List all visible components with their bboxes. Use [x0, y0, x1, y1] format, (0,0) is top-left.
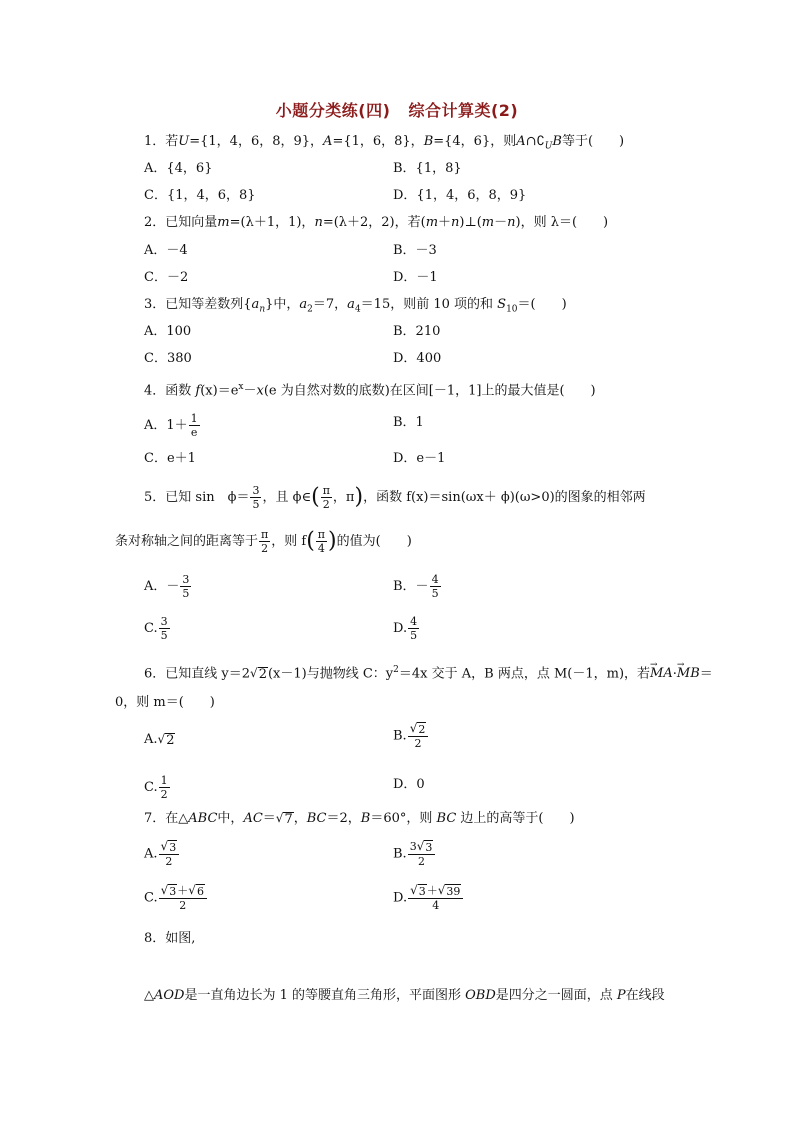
- question-2-option-a[interactable]: A．－4: [144, 243, 188, 258]
- question-3-stem: 3．已知等差数列$\{a_n\}$中，$a_2=7$，$a_4=15$，则前 10 项的和 $S_{10}=$( ): [144, 297, 567, 315]
- question-5-stem-line-1: 5．已知 sin ϕ＝ $\frac{3}{5}$ ，且 ϕ∈( $\frac{\pi}{2}$ ，π)，函数 f(x)＝sin(ωx＋ ϕ)(ω>0)的图象的相邻两: [144, 484, 646, 511]
- question-3-option-a[interactable]: A．100: [144, 324, 192, 339]
- question-8-stem: 8．如图,: [144, 931, 196, 946]
- question-5-option-d[interactable]: D. $\frac{4}{5}$: [393, 615, 418, 642]
- question-3-option-d[interactable]: D．400: [393, 351, 442, 366]
- question-2-stem: 2．已知向量m=(λ＋1，1)，n=(λ＋2，2)，若(m＋n)⊥(m－n)，则 λ＝( ): [144, 215, 609, 230]
- question-6-option-b[interactable]: B. √ 2 2: [393, 722, 429, 750]
- question-3-option-c[interactable]: C．380: [144, 351, 192, 366]
- title-left: 小题分类练(四): [275, 101, 391, 120]
- question-7-option-d[interactable]: D. √ 3 ＋ √ 39 4: [393, 884, 464, 912]
- question-2-option-b[interactable]: B．－3: [393, 243, 437, 258]
- question-6-stem-line-2: 0，则 m＝( ): [115, 695, 215, 710]
- page-title: [0, 98, 794, 121]
- question-1-option-a[interactable]: A．{4，6}: [144, 161, 213, 176]
- question-1-option-b[interactable]: B．{1，8}: [393, 161, 462, 176]
- question-1-option-d[interactable]: D．{1，4，6，8，9}: [393, 188, 527, 203]
- question-8-body: △AOD是一直角边长为 1 的等腰直角三角形，平面图形 OBD是四分之一圆面，点 P在线段: [144, 988, 665, 1003]
- question-4-option-c[interactable]: C．e＋1: [144, 451, 196, 466]
- question-7-option-c[interactable]: C. √ 3 ＋ √ 6 2: [144, 884, 208, 912]
- question-2-option-d[interactable]: D．－1: [393, 270, 438, 285]
- question-7-stem: 7．在△ABC中，AC＝ √ 7 ，BC＝2，B＝60°，则 BC 边上的高等于( ): [144, 811, 575, 827]
- question-5-option-c[interactable]: C. $\frac{3}{5}$: [144, 615, 168, 642]
- question-4-option-d[interactable]: D．e－1: [393, 451, 446, 466]
- question-6-stem-line-1: 6．已知直线 y＝2 √ 2 (x－1)与抛物线 C：$y^2=4x$ 交于 A，B 两点，点 M(－1，m)，若→ MA·→ MB＝: [144, 661, 713, 683]
- question-4-option-b[interactable]: B．1: [393, 415, 424, 430]
- question-1-option-c[interactable]: C．{1，4，6，8}: [144, 188, 256, 203]
- question-3-option-b[interactable]: B．210: [393, 324, 441, 339]
- question-4-option-a[interactable]: A．1＋ $\frac{1}{e}$: [144, 412, 198, 439]
- question-6-option-a[interactable]: A. √ 2: [144, 732, 175, 748]
- question-2-option-c[interactable]: C．－2: [144, 270, 189, 285]
- question-1-stem: 1．若U={1，4，6，8，9}，A={1，6，8}，B={4，6}，则$A\cap∁_UB$等于( ): [144, 134, 625, 152]
- question-7-option-b[interactable]: B. 3 √ 3 2: [393, 840, 436, 868]
- question-5-option-a[interactable]: A．－ $\frac{3}{5}$: [144, 573, 190, 600]
- question-6-option-d[interactable]: D．0: [393, 777, 425, 792]
- question-4-stem: 4．函数 $f(x)=e^x-x(e$ 为自然对数的底数)在区间[－1，1]上的最大值是( ): [144, 382, 596, 399]
- title-right: 综合计算类(2): [408, 101, 519, 120]
- question-5-stem-line-2: 条对称轴之间的距离等于 $\frac{\pi}{2}$ ，则 f( $\frac{\pi}{4}$ )的值为( ): [115, 528, 412, 555]
- question-7-option-a[interactable]: A. √ 3 2: [144, 840, 180, 868]
- question-5-option-b[interactable]: B．－ $\frac{4}{5}$: [393, 573, 439, 600]
- question-6-option-c[interactable]: C. $\frac{1}{2}$: [144, 774, 168, 801]
